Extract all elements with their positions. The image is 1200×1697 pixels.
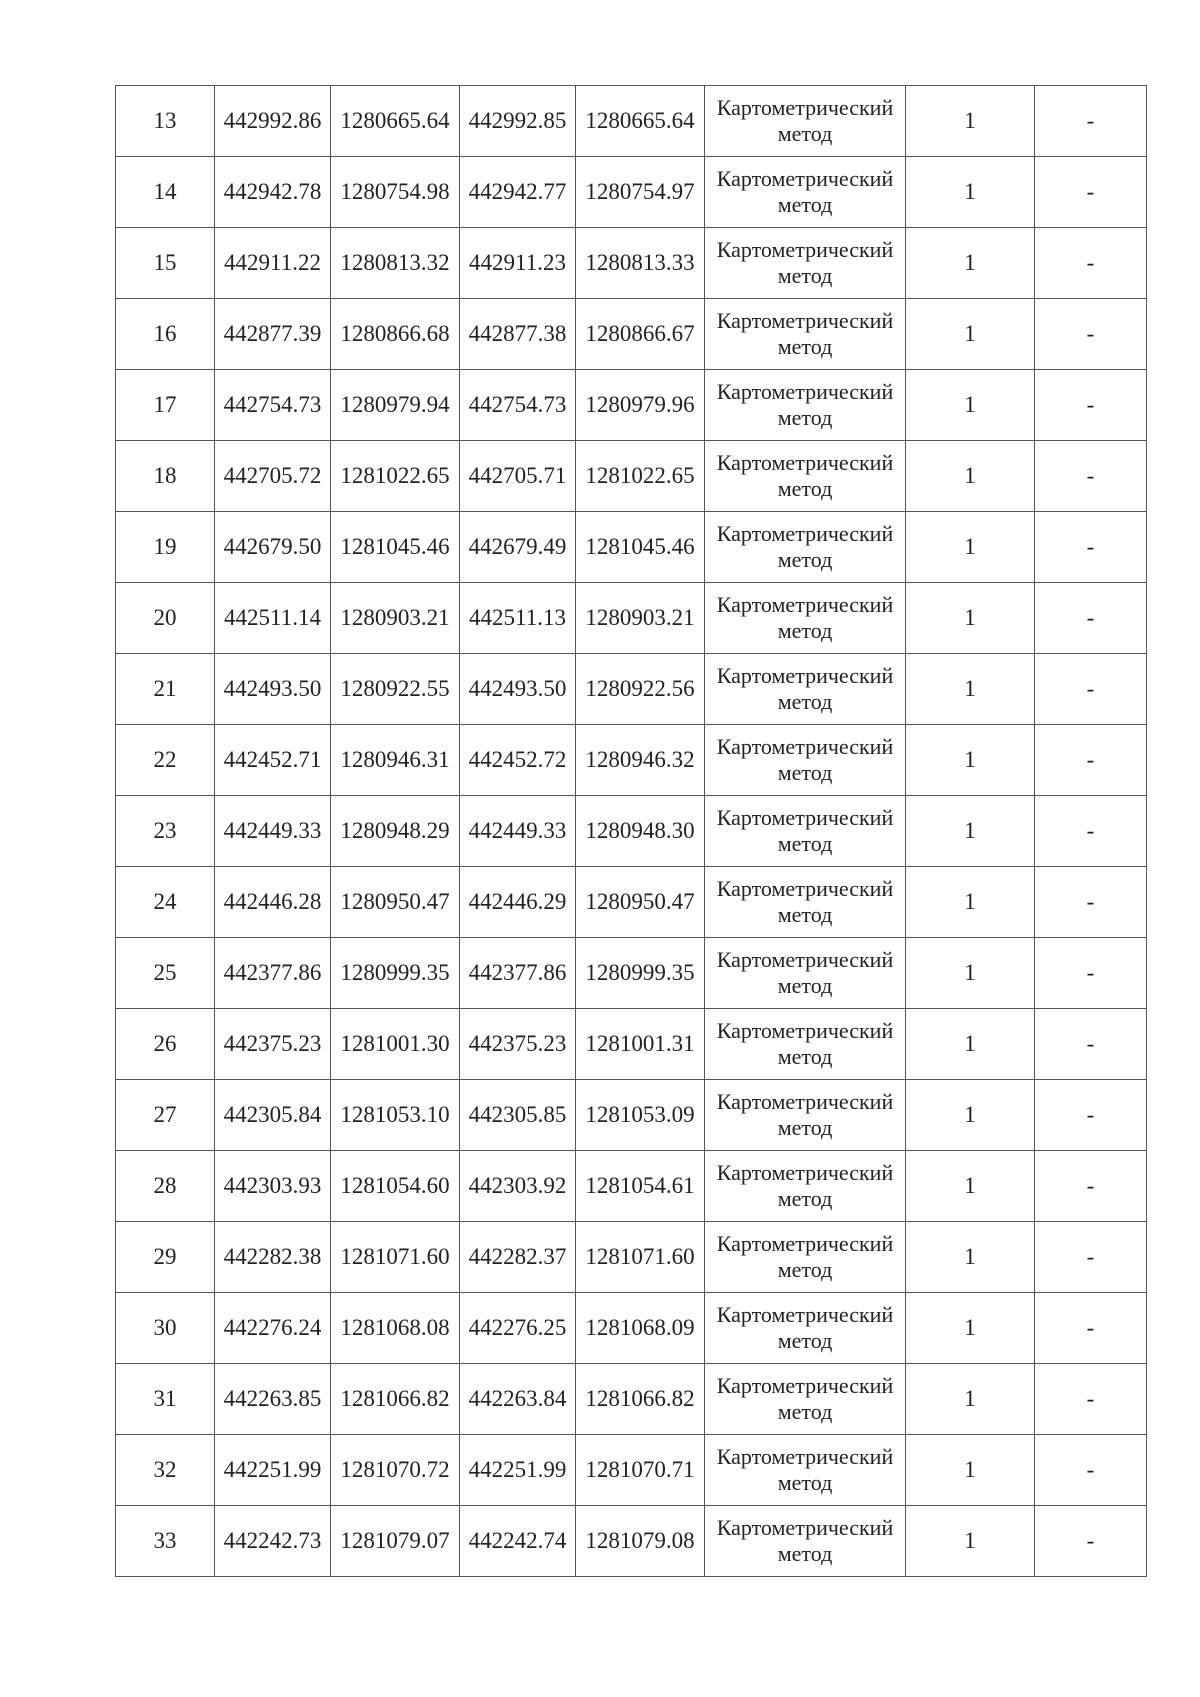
existing-y-cell: 1280950.47	[331, 867, 460, 938]
refined-y-cell: 1281045.46	[576, 512, 705, 583]
point-number-cell: 16	[116, 299, 215, 370]
existing-y-cell: 1280754.98	[331, 157, 460, 228]
method-line-1: Картометрический	[716, 450, 894, 475]
table-row	[116, 796, 1147, 867]
method-cell	[705, 1222, 906, 1293]
method-cell	[705, 370, 906, 441]
method-line-2: метод	[777, 831, 833, 856]
note-cell: -	[1035, 228, 1147, 299]
refined-y-cell: 1280813.33	[576, 228, 705, 299]
accuracy-cell: 1	[906, 1506, 1035, 1577]
existing-x-cell: 442877.39	[215, 299, 331, 370]
method-cell	[705, 938, 906, 1009]
accuracy-cell: 1	[906, 725, 1035, 796]
method-line-2: метод	[777, 1257, 833, 1282]
refined-y-cell: 1281053.09	[576, 1080, 705, 1151]
method-cell	[705, 299, 906, 370]
point-number-cell: 15	[116, 228, 215, 299]
method-line-1: Картометрический	[716, 1302, 894, 1327]
method-cell	[705, 1293, 906, 1364]
note-cell: -	[1035, 654, 1147, 725]
method-line-2: метод	[777, 902, 833, 927]
method-cell	[705, 1080, 906, 1151]
point-number-cell: 29	[116, 1222, 215, 1293]
existing-y-cell: 1280946.31	[331, 725, 460, 796]
method-line-1: Картометрический	[716, 1515, 894, 1540]
existing-y-cell: 1281068.08	[331, 1293, 460, 1364]
method-line-2: метод	[777, 1115, 833, 1140]
existing-x-cell: 442276.24	[215, 1293, 331, 1364]
table-row	[116, 1009, 1147, 1080]
accuracy-cell: 1	[906, 1364, 1035, 1435]
existing-x-cell: 442452.71	[215, 725, 331, 796]
method-line-2: метод	[777, 263, 833, 288]
refined-x-cell: 442942.77	[460, 157, 576, 228]
refined-y-cell: 1280866.67	[576, 299, 705, 370]
method-cell	[705, 867, 906, 938]
table-row	[116, 512, 1147, 583]
existing-x-cell: 442511.14	[215, 583, 331, 654]
accuracy-cell: 1	[906, 1080, 1035, 1151]
refined-x-cell: 442375.23	[460, 1009, 576, 1080]
accuracy-cell: 1	[906, 441, 1035, 512]
point-number-cell: 30	[116, 1293, 215, 1364]
existing-y-cell: 1280922.55	[331, 654, 460, 725]
method-line-2: метод	[777, 1541, 833, 1566]
method-line-2: метод	[777, 405, 833, 430]
existing-x-cell: 442282.38	[215, 1222, 331, 1293]
accuracy-cell: 1	[906, 938, 1035, 1009]
accuracy-cell: 1	[906, 583, 1035, 654]
method-line-1: Картометрический	[716, 1231, 894, 1256]
method-line-1: Картометрический	[716, 805, 894, 830]
method-line-1: Картометрический	[716, 592, 894, 617]
existing-y-cell: 1281053.10	[331, 1080, 460, 1151]
note-cell: -	[1035, 1506, 1147, 1577]
table-row	[116, 1080, 1147, 1151]
refined-x-cell: 442679.49	[460, 512, 576, 583]
refined-y-cell: 1281068.09	[576, 1293, 705, 1364]
existing-x-cell: 442303.93	[215, 1151, 331, 1222]
note-cell: -	[1035, 512, 1147, 583]
method-line-2: метод	[777, 618, 833, 643]
refined-y-cell: 1280754.97	[576, 157, 705, 228]
refined-y-cell: 1281066.82	[576, 1364, 705, 1435]
accuracy-cell: 1	[906, 157, 1035, 228]
existing-y-cell: 1281071.60	[331, 1222, 460, 1293]
existing-y-cell: 1281022.65	[331, 441, 460, 512]
method-line-1: Картометрический	[716, 379, 894, 404]
method-cell	[705, 725, 906, 796]
method-line-1: Картометрический	[716, 1373, 894, 1398]
table-row	[116, 583, 1147, 654]
refined-x-cell: 442242.74	[460, 1506, 576, 1577]
method-line-2: метод	[777, 1044, 833, 1069]
refined-y-cell: 1280979.96	[576, 370, 705, 441]
existing-x-cell: 442377.86	[215, 938, 331, 1009]
method-line-1: Картометрический	[716, 1018, 894, 1043]
note-cell: -	[1035, 441, 1147, 512]
method-line-2: метод	[777, 476, 833, 501]
method-line-1: Картометрический	[716, 1444, 894, 1469]
point-number-cell: 20	[116, 583, 215, 654]
existing-y-cell: 1280813.32	[331, 228, 460, 299]
method-line-1: Картометрический	[716, 947, 894, 972]
refined-y-cell: 1280903.21	[576, 583, 705, 654]
method-line-2: метод	[777, 1470, 833, 1495]
method-line-2: метод	[777, 1399, 833, 1424]
method-cell	[705, 441, 906, 512]
accuracy-cell: 1	[906, 1009, 1035, 1080]
refined-y-cell: 1280950.47	[576, 867, 705, 938]
existing-x-cell: 442251.99	[215, 1435, 331, 1506]
refined-x-cell: 442449.33	[460, 796, 576, 867]
method-line-2: метод	[777, 547, 833, 572]
table-row	[116, 441, 1147, 512]
existing-y-cell: 1280979.94	[331, 370, 460, 441]
refined-x-cell: 442877.38	[460, 299, 576, 370]
point-number-cell: 27	[116, 1080, 215, 1151]
note-cell: -	[1035, 1293, 1147, 1364]
method-line-2: метод	[777, 689, 833, 714]
method-line-1: Картометрический	[716, 663, 894, 688]
note-cell: -	[1035, 1080, 1147, 1151]
coordinates-table	[115, 85, 1147, 1577]
method-line-1: Картометрический	[716, 95, 894, 120]
accuracy-cell: 1	[906, 1222, 1035, 1293]
existing-x-cell: 442375.23	[215, 1009, 331, 1080]
method-line-1: Картометрический	[716, 237, 894, 262]
accuracy-cell: 1	[906, 512, 1035, 583]
point-number-cell: 14	[116, 157, 215, 228]
existing-x-cell: 442911.22	[215, 228, 331, 299]
method-line-1: Картометрический	[716, 521, 894, 546]
refined-y-cell: 1280948.30	[576, 796, 705, 867]
refined-x-cell: 442511.13	[460, 583, 576, 654]
method-line-2: метод	[777, 973, 833, 998]
note-cell: -	[1035, 796, 1147, 867]
existing-y-cell: 1281070.72	[331, 1435, 460, 1506]
method-line-1: Картометрический	[716, 1089, 894, 1114]
point-number-cell: 32	[116, 1435, 215, 1506]
refined-x-cell: 442251.99	[460, 1435, 576, 1506]
method-line-2: метод	[777, 334, 833, 359]
point-number-cell: 31	[116, 1364, 215, 1435]
existing-x-cell: 442679.50	[215, 512, 331, 583]
method-cell	[705, 228, 906, 299]
existing-y-cell: 1281079.07	[331, 1506, 460, 1577]
existing-y-cell: 1280999.35	[331, 938, 460, 1009]
method-cell	[705, 1506, 906, 1577]
method-cell	[705, 157, 906, 228]
method-cell	[705, 512, 906, 583]
method-line-1: Картометрический	[716, 166, 894, 191]
method-line-2: метод	[777, 1186, 833, 1211]
existing-x-cell: 442705.72	[215, 441, 331, 512]
method-cell	[705, 1364, 906, 1435]
point-number-cell: 13	[116, 86, 215, 157]
table-row	[116, 867, 1147, 938]
refined-x-cell: 442911.23	[460, 228, 576, 299]
existing-x-cell: 442992.86	[215, 86, 331, 157]
note-cell: -	[1035, 1009, 1147, 1080]
point-number-cell: 33	[116, 1506, 215, 1577]
method-line-2: метод	[777, 121, 833, 146]
refined-y-cell: 1280665.64	[576, 86, 705, 157]
table-row	[116, 1364, 1147, 1435]
method-line-1: Картометрический	[716, 308, 894, 333]
point-number-cell: 25	[116, 938, 215, 1009]
table-row	[116, 299, 1147, 370]
method-line-1: Картометрический	[716, 734, 894, 759]
method-line-2: метод	[777, 1328, 833, 1353]
note-cell: -	[1035, 370, 1147, 441]
accuracy-cell: 1	[906, 1151, 1035, 1222]
accuracy-cell: 1	[906, 228, 1035, 299]
note-cell: -	[1035, 1435, 1147, 1506]
point-number-cell: 22	[116, 725, 215, 796]
existing-y-cell: 1281001.30	[331, 1009, 460, 1080]
existing-y-cell: 1280948.29	[331, 796, 460, 867]
table-row	[116, 1293, 1147, 1364]
note-cell: -	[1035, 157, 1147, 228]
table-row	[116, 1151, 1147, 1222]
existing-x-cell: 442446.28	[215, 867, 331, 938]
existing-x-cell: 442942.78	[215, 157, 331, 228]
accuracy-cell: 1	[906, 1293, 1035, 1364]
table-row	[116, 938, 1147, 1009]
method-line-1: Картометрический	[716, 876, 894, 901]
refined-x-cell: 442452.72	[460, 725, 576, 796]
refined-x-cell: 442303.92	[460, 1151, 576, 1222]
method-line-2: метод	[777, 760, 833, 785]
refined-x-cell: 442263.84	[460, 1364, 576, 1435]
existing-y-cell: 1280665.64	[331, 86, 460, 157]
existing-y-cell: 1281066.82	[331, 1364, 460, 1435]
method-cell	[705, 1435, 906, 1506]
point-number-cell: 24	[116, 867, 215, 938]
table-row	[116, 228, 1147, 299]
existing-x-cell: 442305.84	[215, 1080, 331, 1151]
refined-y-cell: 1280922.56	[576, 654, 705, 725]
existing-y-cell: 1281054.60	[331, 1151, 460, 1222]
refined-x-cell: 442446.29	[460, 867, 576, 938]
refined-y-cell: 1281022.65	[576, 441, 705, 512]
note-cell: -	[1035, 725, 1147, 796]
refined-y-cell: 1281071.60	[576, 1222, 705, 1293]
note-cell: -	[1035, 1364, 1147, 1435]
accuracy-cell: 1	[906, 867, 1035, 938]
method-cell	[705, 654, 906, 725]
method-cell	[705, 1009, 906, 1080]
table-row	[116, 725, 1147, 796]
table-row	[116, 654, 1147, 725]
accuracy-cell: 1	[906, 370, 1035, 441]
accuracy-cell: 1	[906, 299, 1035, 370]
refined-x-cell: 442992.85	[460, 86, 576, 157]
method-cell	[705, 796, 906, 867]
method-cell	[705, 1151, 906, 1222]
existing-x-cell: 442242.73	[215, 1506, 331, 1577]
point-number-cell: 23	[116, 796, 215, 867]
existing-x-cell: 442754.73	[215, 370, 331, 441]
refined-x-cell: 442305.85	[460, 1080, 576, 1151]
table-row	[116, 1435, 1147, 1506]
note-cell: -	[1035, 299, 1147, 370]
existing-y-cell: 1280866.68	[331, 299, 460, 370]
refined-y-cell: 1281001.31	[576, 1009, 705, 1080]
accuracy-cell: 1	[906, 654, 1035, 725]
table-row	[116, 1222, 1147, 1293]
accuracy-cell: 1	[906, 796, 1035, 867]
note-cell: -	[1035, 86, 1147, 157]
refined-y-cell: 1280946.32	[576, 725, 705, 796]
existing-x-cell: 442449.33	[215, 796, 331, 867]
method-line-2: метод	[777, 192, 833, 217]
refined-x-cell: 442493.50	[460, 654, 576, 725]
method-cell	[705, 86, 906, 157]
point-number-cell: 28	[116, 1151, 215, 1222]
refined-x-cell: 442276.25	[460, 1293, 576, 1364]
table-row	[116, 1506, 1147, 1577]
point-number-cell: 18	[116, 441, 215, 512]
method-line-1: Картометрический	[716, 1160, 894, 1185]
method-cell	[705, 583, 906, 654]
table-row	[116, 157, 1147, 228]
refined-y-cell: 1281054.61	[576, 1151, 705, 1222]
note-cell: -	[1035, 867, 1147, 938]
point-number-cell: 19	[116, 512, 215, 583]
point-number-cell: 17	[116, 370, 215, 441]
table-row	[116, 86, 1147, 157]
existing-x-cell: 442493.50	[215, 654, 331, 725]
accuracy-cell: 1	[906, 1435, 1035, 1506]
existing-y-cell: 1281045.46	[331, 512, 460, 583]
note-cell: -	[1035, 938, 1147, 1009]
existing-x-cell: 442263.85	[215, 1364, 331, 1435]
refined-x-cell: 442754.73	[460, 370, 576, 441]
refined-x-cell: 442377.86	[460, 938, 576, 1009]
point-number-cell: 21	[116, 654, 215, 725]
note-cell: -	[1035, 1222, 1147, 1293]
table-row	[116, 370, 1147, 441]
note-cell: -	[1035, 583, 1147, 654]
refined-y-cell: 1281070.71	[576, 1435, 705, 1506]
existing-y-cell: 1280903.21	[331, 583, 460, 654]
accuracy-cell: 1	[906, 86, 1035, 157]
refined-x-cell: 442282.37	[460, 1222, 576, 1293]
point-number-cell: 26	[116, 1009, 215, 1080]
coordinates-table-body	[116, 86, 1147, 1577]
note-cell: -	[1035, 1151, 1147, 1222]
refined-x-cell: 442705.71	[460, 441, 576, 512]
refined-y-cell: 1281079.08	[576, 1506, 705, 1577]
refined-y-cell: 1280999.35	[576, 938, 705, 1009]
